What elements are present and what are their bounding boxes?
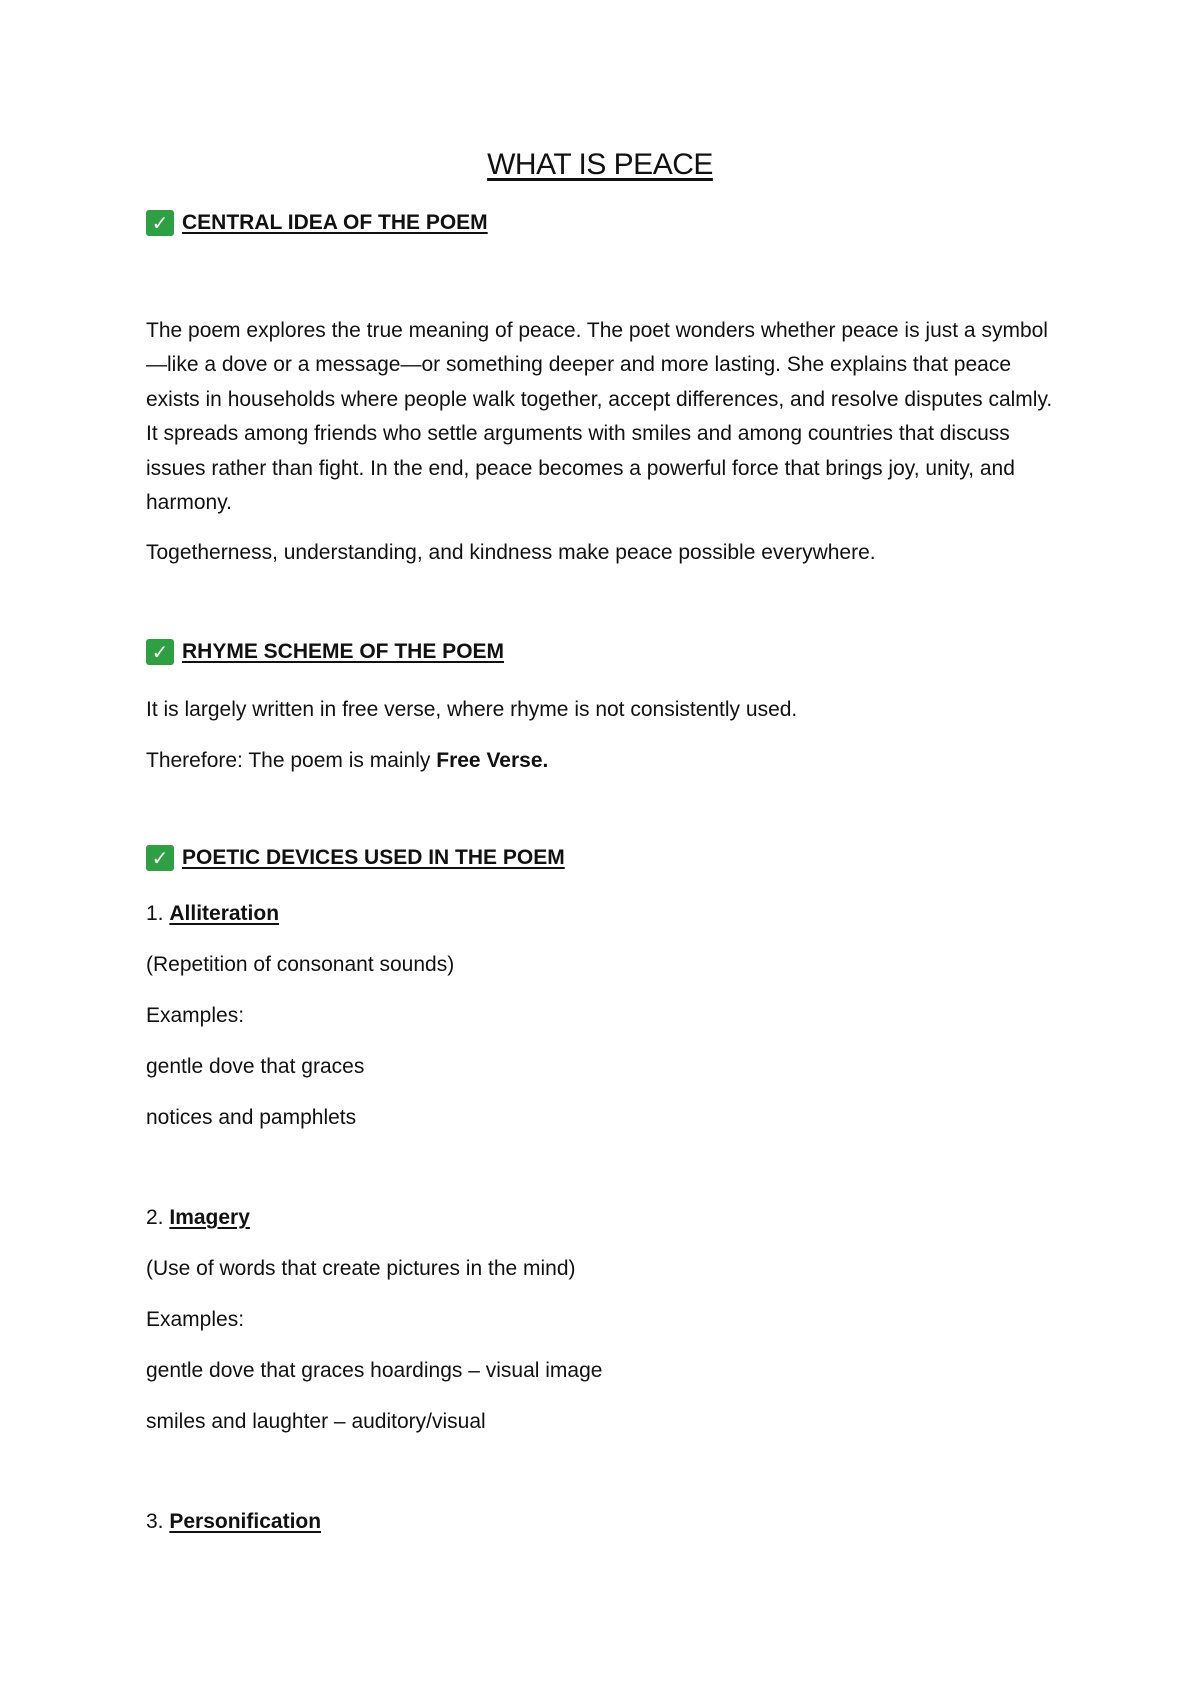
example-item: notices and pamphlets: [146, 1106, 357, 1129]
check-mark-icon: ✓: [146, 845, 174, 871]
section-heading-rhyme-scheme: [146, 639, 504, 665]
page-title: WHAT IS PEACE: [487, 148, 713, 181]
device-definition: (Repetition of consonant sounds): [146, 953, 455, 976]
device-name: Imagery: [169, 1206, 250, 1229]
check-mark-icon: ✓: [146, 210, 174, 236]
heading-text: CENTRAL IDEA OF THE POEM: [182, 211, 488, 234]
device-definition: (Use of words that create pictures in the mind): [146, 1257, 576, 1280]
rhyme-scheme-conclusion: [146, 749, 548, 773]
heading-text: RHYME SCHEME OF THE POEM: [182, 640, 505, 663]
check-mark-icon: ✓: [146, 639, 174, 665]
example-item: gentle dove that graces: [146, 1055, 365, 1078]
section-heading-central-idea: [146, 210, 488, 236]
conclusion-prefix: Therefore: The poem is mainly: [146, 749, 437, 772]
device-number: 2.: [146, 1206, 170, 1229]
device-title: [146, 1206, 250, 1230]
section-heading-poetic-devices: [146, 845, 565, 871]
device-title: [146, 1510, 321, 1534]
device-number: 1.: [146, 902, 170, 925]
conclusion-bold: Free Verse.: [436, 749, 549, 772]
device-number: 3.: [146, 1510, 170, 1533]
heading-text: POETIC DEVICES USED IN THE POEM: [182, 846, 565, 869]
device-name: Alliteration: [169, 902, 280, 925]
central-idea-summary: Togetherness, understanding, and kindness make peace possible everywhere.: [146, 541, 876, 564]
device-title: [146, 902, 279, 926]
device-name: Personification: [169, 1510, 322, 1533]
central-idea-paragraph: The poem explores the true meaning of peace. The poet wonders whether peace is just a symbol—like a dove or a message—or something deeper and more lasting. She explains that peace exists in households where people walk together, accept differences, and resolve disputes calmly. It spreads among friends who settle arguments with smiles and among countries that discuss issues rather than fight. In the end, peace becomes a powerful force that brings joy, unity, and harmony.: [146, 319, 1053, 515]
examples-label: Examples:: [146, 1004, 245, 1027]
rhyme-scheme-line: It is largely written in free verse, where rhyme is not consistently used.: [146, 698, 798, 721]
example-item: gentle dove that graces hoardings – visual image: [146, 1359, 603, 1382]
examples-label: Examples:: [146, 1308, 245, 1331]
example-item: smiles and laughter – auditory/visual: [146, 1410, 486, 1433]
